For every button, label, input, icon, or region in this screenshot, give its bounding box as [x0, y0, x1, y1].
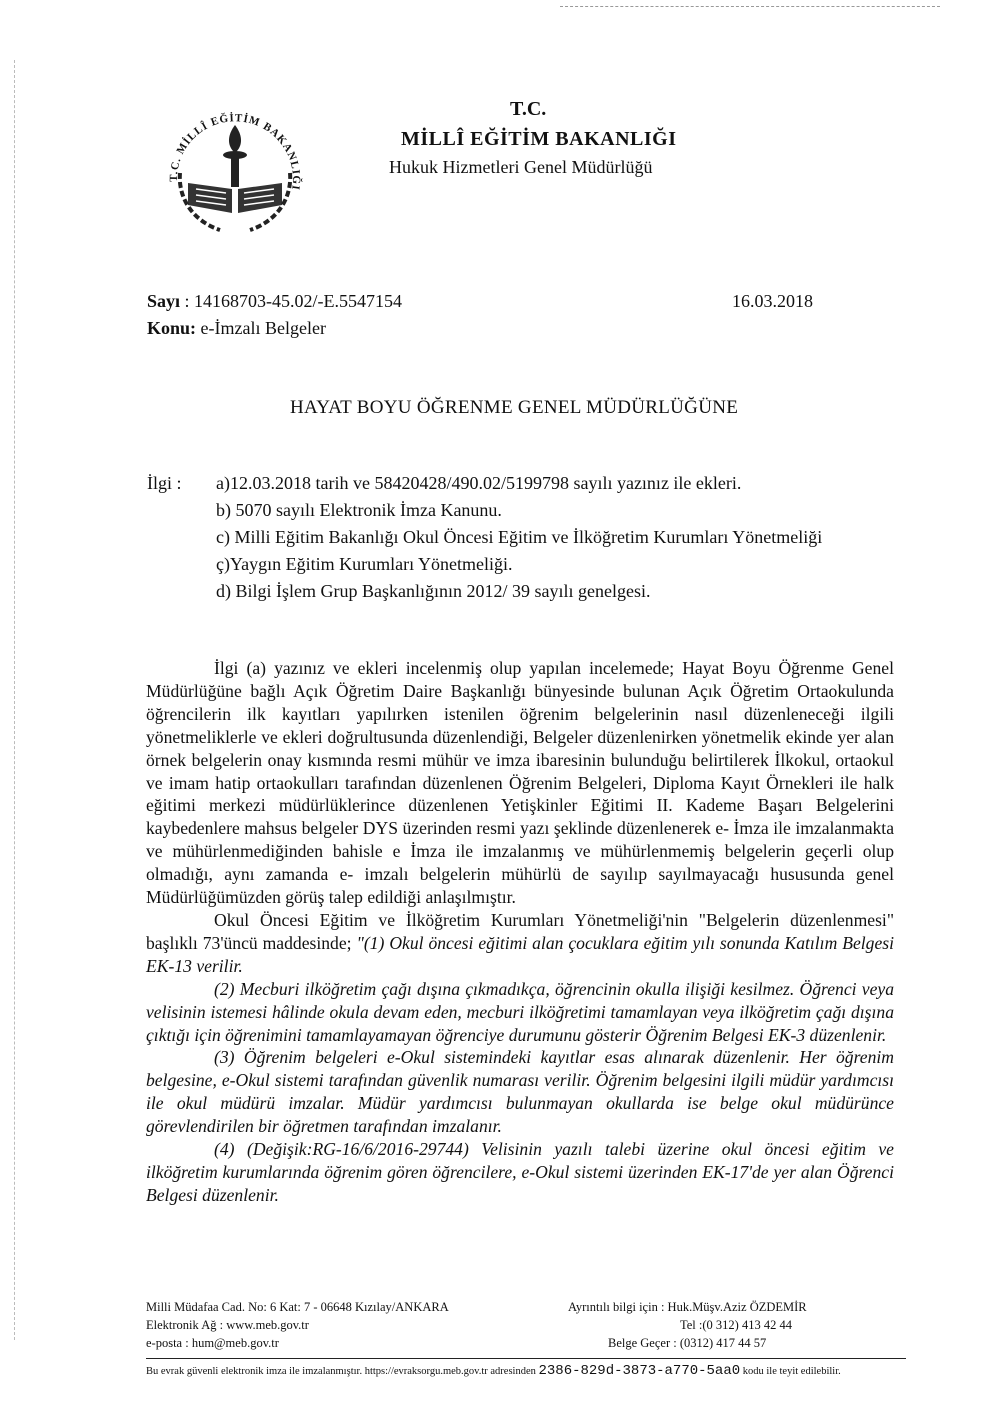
ilgi-item: c) Milli Eğitim Bakanlığı Okul Öncesi Eğitim ve İlköğretim Kurumları Yönetmeliği — [216, 527, 823, 547]
body-paragraph-2-plain: Okul Öncesi Eğitim ve İlköğretim Kurumları Yönetmeliği'nin "Belgelerin düzenlenmesi" başlıklı 73'üncü maddesinde; — [146, 909, 894, 953]
footer-fax: Belge Geçer : (0312) 417 44 57 — [608, 1336, 767, 1350]
ilgi-item: a)12.03.2018 tarih ve 58420428/490.02/5199798 sayılı yazınız ile ekleri. — [216, 473, 742, 493]
body-paragraph-5: (4) (Değişik:RG-16/6/2016-29744) Velisinin yazılı talebi üzerine okul öncesi eğitim ve ilköğretim kurumlarında öğrenim gören öğrencilere, e-Okul sistemi üzerinden EK-17'de yer alan Öğrenci Belgesi düzenlenir. — [146, 1139, 894, 1205]
body-paragraph-4: (3) Öğrenim belgeleri e-Okul sistemindeki kayıtlar esas alınarak düzenlenir. Her öğrenim belgesine, e-Okul sistemi tarafından güvenlik numarası verilir. Öğrenim belgesini ilgili müdür yardımcısı ile okul müdürü imzalar. Müdür yardımcısı bulunmayan okullarda ise belge okul müdürünce görevlendirilen bir öğretmen tarafından imzalanır. — [146, 1047, 894, 1137]
footer-contact: Ayrıntılı bilgi için : Huk.Müşv.Aziz ÖZDEMİR — [568, 1300, 807, 1314]
body-paragraph-1: İlgi (a) yazınız ve ekleri incelenmiş olup yapılan incelemede; Hayat Boyu Öğrenme Genel Müdürlüğüne bağlı Açık Öğretim Daire Başkanlığı bünyesinde bulunan Açık Öğretim Ortaokulunda öğrencilerin ilk kayıtları yapılırken istenilen öğrenim belgelerinin nasıl düzenleneceği ilgili yönetmeliklerle ve ekleri doğrultusunda düzenlendiği, Belgeler düzenlenirken yönetmelik ekinde yer alan örnek belgelerin onay kısmında resmi mühür ve imza ibaresinin bulunduğu belirtilerek İlkokul, ortaokul ve imam hatip ortaokulları tarafından düzenlenen Öğrenim Belgeleri, Diploma Kayıt Örnekleri ile halk eğitimi merkezi müdürlüklerince düzenlenen Yetişkinler Eğitimi II. Kademe Başarı Belgelerini kaybedenlere mahsus belgeler DYS üzerinden resmi yazı şeklinde düzenlenerek e- İmza ile imzalanmakta ve mühürlenmediğinden bahisle e İmza ile imzalanmış ve mühürlenmemiş belgelerin geçerli olup olmadığı, aynı zamanda e- imzalı belgelerin mühürlü de sayılıp sayılmayacağı hususunda genel Müdürlüğümüzden görüş talep edildiği anlaşılmıştır. — [146, 658, 894, 908]
document-date: 16.03.2018 — [732, 291, 813, 311]
header-department: Hukuk Hizmetleri Genel Müdürlüğü — [389, 157, 653, 177]
sayi-label: Sayı — [147, 291, 181, 311]
body-paragraph-2-quote: "(1) Okul öncesi eğitimi alan çocuklara eğitim yılı sonunda Katılım Belgesi EK-13 verilir. — [146, 932, 894, 976]
footer-address: Milli Müdafaa Cad. No: 6 Kat: 7 - 06648 Kızılay/ANKARA — [146, 1300, 449, 1314]
footer-tel: Tel :(0 312) 413 42 44 — [680, 1318, 792, 1332]
footer-left — [146, 1298, 449, 1352]
header-ministry: MİLLÎ EĞİTİM BAKANLIĞI — [401, 128, 677, 150]
scan-artifact-line — [560, 6, 940, 7]
body-paragraph-2 — [146, 909, 894, 978]
konu-line — [147, 318, 326, 339]
addressee: HAYAT BOYU ÖĞRENME GENEL MÜDÜRLÜĞÜNE — [290, 397, 739, 418]
footer-email[interactable]: e-posta : hum@meb.gov.tr — [146, 1336, 279, 1350]
ilgi-item: ç)Yaygın Eğitim Kurumları Yönetmeliği. — [216, 554, 513, 574]
ministry-seal-logo — [160, 95, 310, 245]
sayi-value: : 14168703-45.02/-E.5547154 — [184, 291, 403, 311]
seal-ring-text: T.C. MİLLÎ EĞİTİM BAKANLIĞI — [167, 112, 303, 192]
header-tc: T.C. — [510, 98, 547, 120]
konu-label: Konu: — [147, 318, 197, 338]
verification-suffix: kodu ile teyit edilebilir. — [742, 1366, 841, 1377]
footer-right — [568, 1298, 886, 1352]
ilgi-label: İlgi : — [147, 473, 182, 493]
ilgi-item: b) 5070 sayılı Elektronik İmza Kanunu. — [216, 500, 502, 520]
konu-value: e-İmzalı Belgeler — [200, 318, 326, 338]
letter-body — [146, 657, 894, 1207]
sayi-line — [147, 291, 402, 312]
footer-divider — [146, 1358, 906, 1359]
scan-margin-rule — [14, 60, 15, 1340]
verification-text: Bu evrak güvenli elektronik imza ile imzalanmıştır. https://evraksorgu.meb.gov.tr adresinden — [146, 1366, 536, 1377]
verification-code: 2386-829d-3873-a770-5aa0 — [538, 1363, 741, 1379]
ilgi-item: d) Bilgi İşlem Grup Başkanlığının 2012/ 39 sayılı genelgesi. — [216, 581, 651, 601]
verification-line — [146, 1363, 841, 1379]
footer-web[interactable]: Elektronik Ağ : www.meb.gov.tr — [146, 1318, 309, 1332]
body-paragraph-3: (2) Mecburi ilköğretim çağı dışına çıkmadıkça, öğrencinin okulla ilişiği kesilmez. Öğrenci veya velisinin istemesi hâlinde okula devam eden, mecburi ilköğretimi tamamlayan veya ilköğretim çağı dışına çıktığı için öğrenimini tamamlayamayan öğrenciye durumunu gösterir Öğrenim Belgesi EK-3 düzenlenir. — [146, 978, 894, 1045]
